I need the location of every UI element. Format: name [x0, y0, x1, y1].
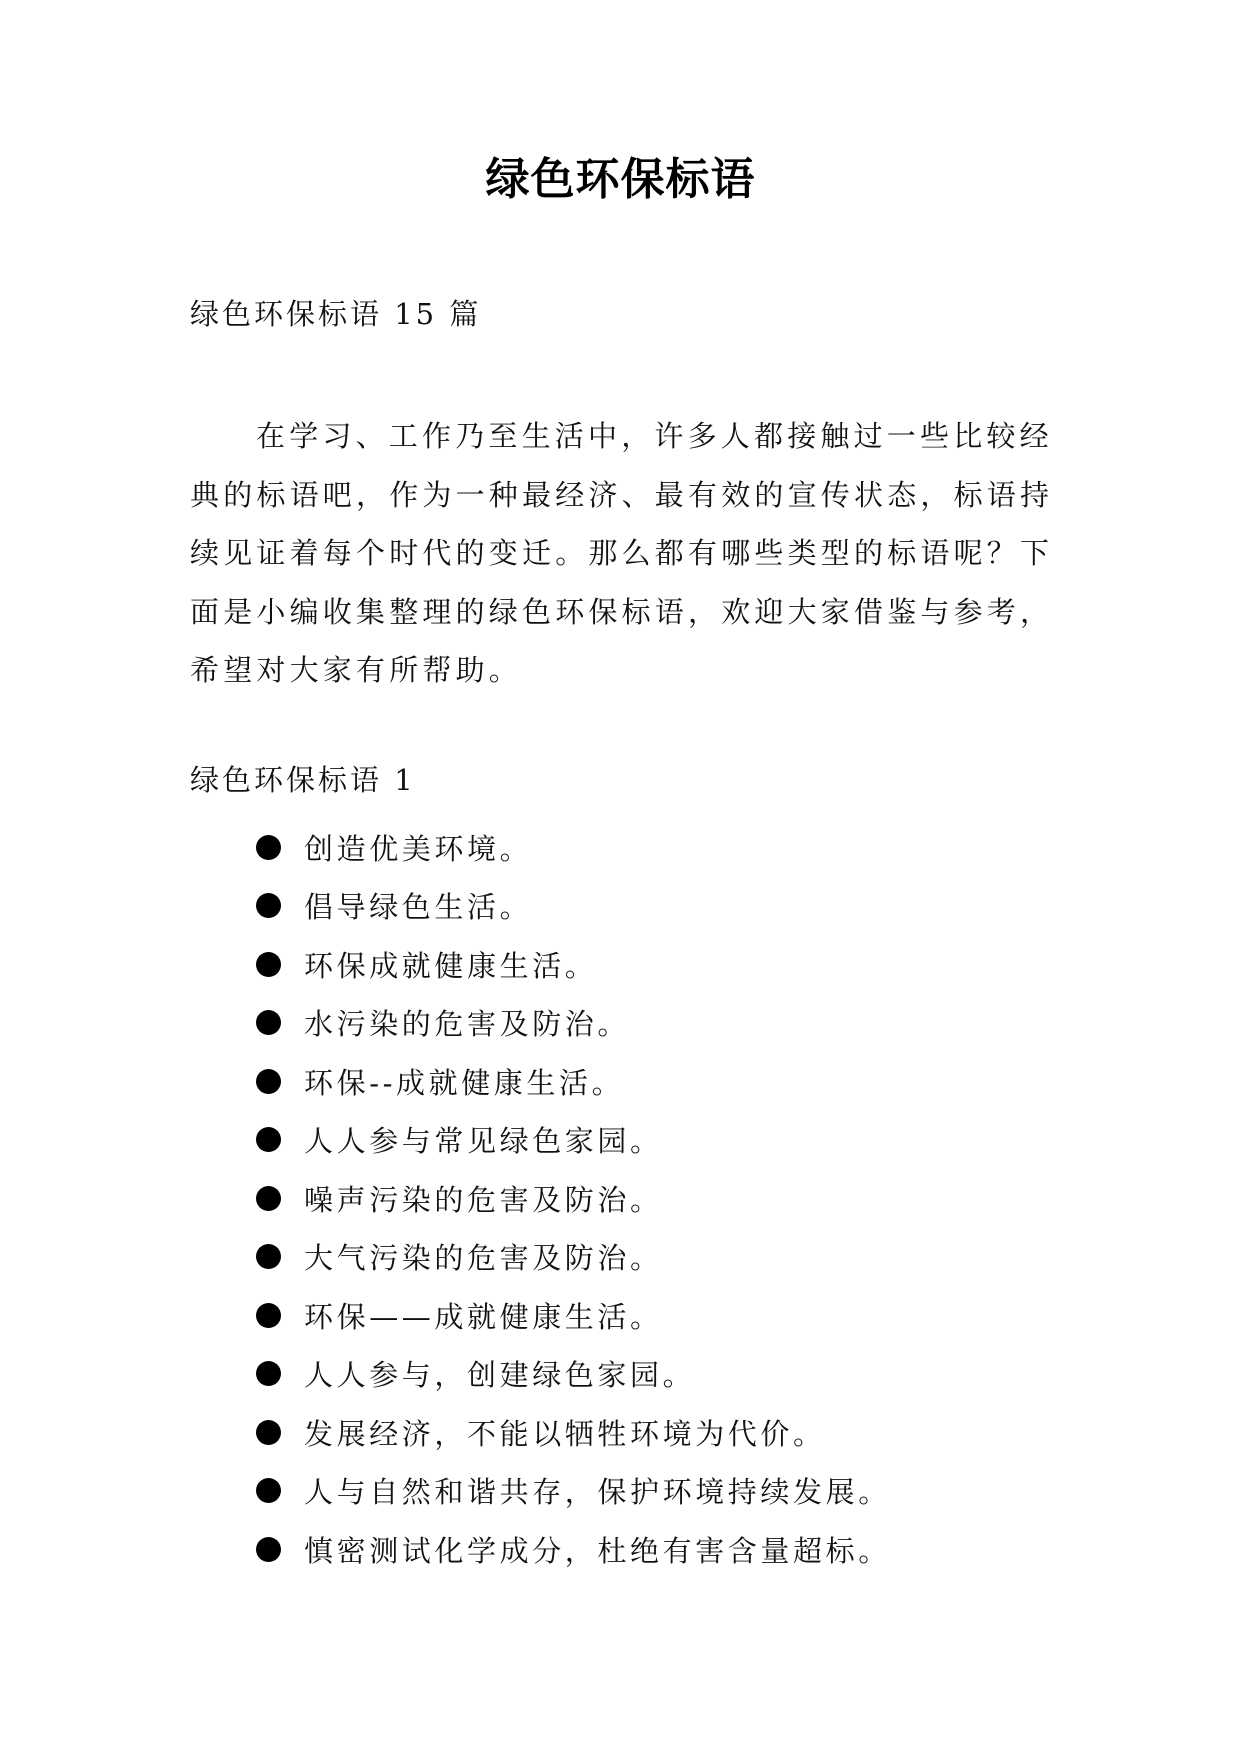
list-item: [256, 1403, 891, 1462]
slogan-text: 人人参与常见绿色家园。: [304, 1124, 663, 1159]
bullet-icon: [256, 893, 281, 918]
list-item: [256, 1052, 891, 1111]
list-item: [256, 1520, 891, 1579]
list-item: [256, 935, 891, 994]
bullet-icon: [256, 1244, 281, 1269]
bullet-icon: [256, 1420, 281, 1445]
bullet-icon: [256, 1303, 281, 1328]
slogan-text: 发展经济，不能以牺牲环境为代价。: [304, 1416, 826, 1451]
bullet-icon: [256, 1186, 281, 1211]
slogan-text: 倡导绿色生活。: [304, 890, 533, 925]
list-item: [256, 877, 891, 936]
slogan-text: 水污染的危害及防治。: [304, 1007, 631, 1042]
slogan-text: 环保--成就健康生活。: [304, 1065, 625, 1100]
list-item: [256, 1462, 891, 1521]
slogan-list: [256, 818, 891, 1579]
document-title: 绿色环保标语: [485, 154, 756, 205]
bullet-icon: [256, 952, 281, 977]
bullet-icon: [256, 1010, 281, 1035]
slogan-text: 人与自然和谐共存，保护环境持续发展。: [304, 1475, 891, 1510]
slogan-text: 大气污染的危害及防治。: [304, 1241, 663, 1276]
slogan-text: 慎密测试化学成分，杜绝有害含量超标。: [304, 1533, 891, 1568]
bullet-icon: [256, 835, 281, 860]
bullet-icon: [256, 1537, 281, 1562]
list-item: [256, 818, 891, 877]
list-item: [256, 1169, 891, 1228]
slogan-text: 人人参与，创建绿色家园。: [304, 1358, 696, 1393]
slogan-text: 噪声污染的危害及防治。: [304, 1182, 663, 1217]
intro-paragraph: 在学习、工作乃至生活中，许多人都接触过一些比较经典的标语吧，作为一种最经济、最有效的宣传状态，标语持续见证着每个时代的变迁。那么都有哪些类型的标语呢？下面是小编收集整理的绿色环保标语，欢迎大家借鉴与参考，希望对大家有所帮助。: [190, 419, 1054, 688]
list-item: [256, 1228, 891, 1287]
list-item: [256, 994, 891, 1053]
bullet-icon: [256, 1361, 281, 1386]
document-subtitle: 绿色环保标语 15 篇: [190, 297, 482, 331]
list-item: [256, 1111, 891, 1170]
bullet-icon: [256, 1127, 281, 1152]
slogan-text: 创造优美环境。: [304, 831, 533, 866]
slogan-text: 环保成就健康生活。: [304, 948, 598, 983]
list-item: [256, 1345, 891, 1404]
bullet-icon: [256, 1069, 281, 1094]
section-heading: 绿色环保标语 1: [190, 763, 416, 797]
bullet-icon: [256, 1478, 281, 1503]
list-item: [256, 1286, 891, 1345]
slogan-text: 环保——成就健康生活。: [304, 1299, 663, 1334]
